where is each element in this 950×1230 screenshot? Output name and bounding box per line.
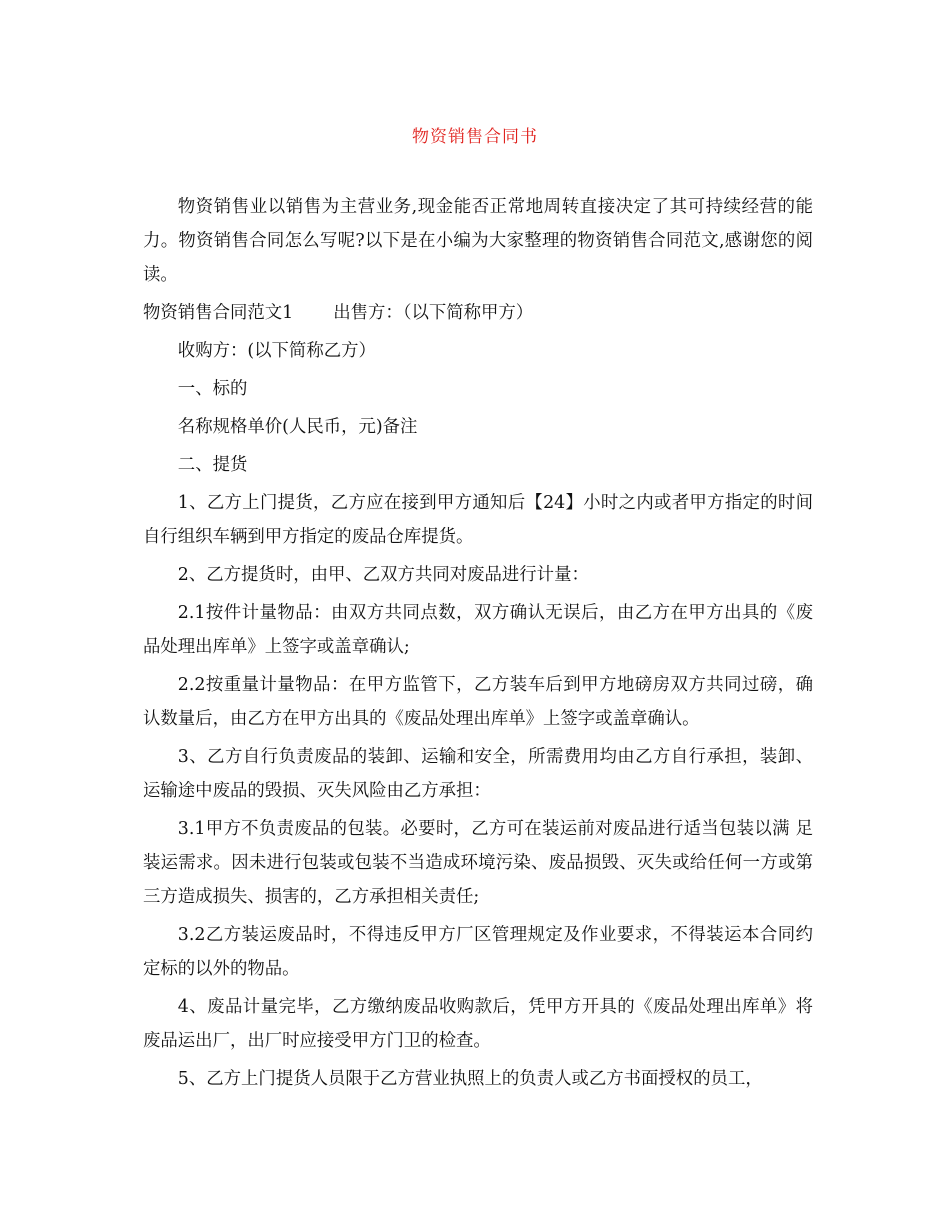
section-heading-subject: 一、标的 — [177, 379, 248, 399]
clause-2-1: 2.1按件计量物品：由双方共同点数，双方确认无误后，由乙方在甲方出具的《废品处理出库单》上签字或盖章确认; — [143, 603, 813, 657]
clause-3: 3、乙方自行负责废品的装卸、运输和安全，所需费用均由乙方自行承担，装卸、运输途中废品的毁损、灭失风险由乙方承担： — [143, 747, 813, 801]
sample-heading-line — [143, 296, 813, 330]
table-header-line: 名称规格单价(人民币，元)备注 — [177, 417, 418, 437]
clause-4: 4、废品计量完毕，乙方缴纳废品收购款后，凭甲方开具的《废品处理出库单》将废品运出厂，出厂时应接受甲方门卫的检查。 — [143, 997, 813, 1051]
clause-2: 2、乙方提货时，由甲、乙双方共同对废品进行计量： — [177, 565, 589, 585]
clause-3-1: 3.1甲方不负责废品的包装。必要时，乙方可在装运前对废品进行适当包装以满 足装运需求。因未进行包装或包装不当造成环境污染、废品损毁、灭失或给任何一方或第三方造成损失、损害的，乙方承担相关责任; — [143, 819, 813, 907]
document-title: 物资销售合同书 — [412, 127, 538, 147]
sample-heading: 物资销售合同范文1 — [143, 303, 294, 323]
section-heading-pickup: 二、提货 — [177, 455, 248, 475]
seller-line: 出售方：（以下简称甲方） — [333, 303, 534, 323]
clause-5: 5、乙方上门提货人员限于乙方营业执照上的负责人或乙方书面授权的员工， — [177, 1069, 763, 1089]
buyer-line: 收购方：(以下简称乙方） — [177, 341, 376, 361]
document-body — [143, 190, 813, 1100]
clause-2-2: 2.2按重量计量物品：在甲方监管下，乙方装车后到甲方地磅房双方共同过磅，确认数量后，由乙方在甲方出具的《废品处理出库单》上签字或盖章确认。 — [143, 675, 813, 729]
clause-3-2: 3.2乙方装运废品时，不得违反甲方厂区管理规定及作业要求，不得装运本合同约定标的以外的物品。 — [143, 925, 813, 979]
intro-paragraph: 物资销售业以销售为主营业务,现金能否正常地周转直接决定了其可持续经营的能力。物资销售合同怎么写呢?以下是在小编为大家整理的物资销售合同范文,感谢您的阅读。 — [143, 197, 813, 285]
clause-1: 1、乙方上门提货，乙方应在接到甲方通知后【24】小时之内或者甲方指定的时间自行组织车辆到甲方指定的废品仓库提货。 — [143, 493, 813, 547]
